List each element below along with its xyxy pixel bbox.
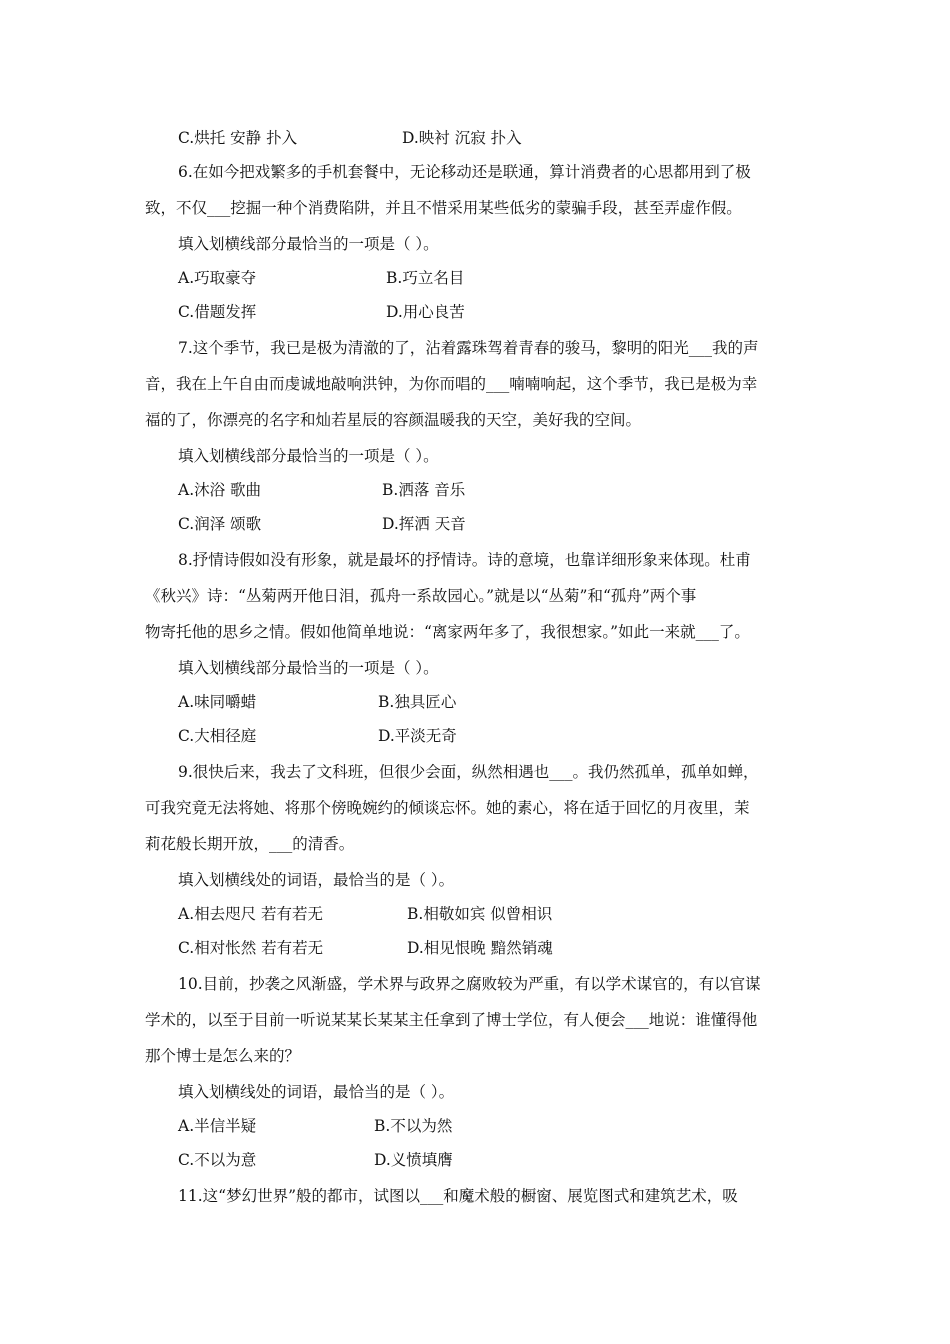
text-line-q6c: 填入划横线部分最恰当的一项是（ ）。 bbox=[178, 235, 439, 253]
text-line-q8D: D.平淡无奇 bbox=[378, 727, 457, 745]
text-line-q8c: 物寄托他的思乡之情。假如他简单地说：“离家两年多了，我很想家。”如此一来就___了。 bbox=[145, 623, 750, 641]
text-line-q6b: 致，不仅___挖掘一种个消费陷阱，并且不惜采用某些低劣的蒙骗手段，甚至弄虚作假。 bbox=[145, 199, 742, 217]
text-line-q9c: 莉花般长期开放，___的清香。 bbox=[145, 835, 355, 853]
text-line-q6C: C.借题发挥 bbox=[178, 303, 257, 321]
text-line-q10b: 学术的，以至于目前一听说某某长某某主任拿到了博士学位，有人便会___地说：谁懂得他 bbox=[145, 1011, 758, 1029]
text-line-q10d: 填入划横线处的词语，最恰当的是（ ）。 bbox=[178, 1083, 455, 1101]
text-line-q7b: 音，我在上午自由而虔诚地敲响洪钟，为你而唱的___喃喃响起，这个季节，我已是极为幸 bbox=[145, 375, 758, 393]
text-line-q6A: A.巧取豪夺 bbox=[178, 269, 257, 287]
text-line-q10A: A.半信半疑 bbox=[178, 1117, 257, 1135]
text-line-l1: C.烘托 安静 扑入 bbox=[178, 129, 298, 147]
text-line-q9B: B.相敬如宾 似曾相识 bbox=[407, 905, 553, 923]
text-line-q8A: A.味同嚼蜡 bbox=[178, 693, 257, 711]
text-line-q10a: 10.目前，抄袭之风渐盛，学术界与政界之腐败较为严重，有以学术谋官的，有以官谋 bbox=[178, 975, 761, 993]
text-line-q7d: 填入划横线部分最恰当的一项是（ ）。 bbox=[178, 447, 439, 465]
text-line-q9b: 可我究竟无法将她、将那个傍晚婉约的倾谈忘怀。她的素心，将在适于回忆的月夜里，茉 bbox=[145, 799, 750, 817]
text-line-l1b: D.映衬 沉寂 扑入 bbox=[402, 129, 522, 147]
text-line-q7D: D.挥洒 天音 bbox=[382, 515, 466, 533]
text-line-q7a: 7.这个季节，我已是极为清澈的了，沾着露珠驾着青春的骏马，黎明的阳光___我的声 bbox=[178, 339, 759, 357]
text-line-q7A: A.沐浴 歌曲 bbox=[178, 481, 262, 499]
text-line-q10c: 那个博士是怎么来的？ bbox=[145, 1047, 301, 1065]
text-line-q7c: 福的了，你漂亮的名字和灿若星辰的容颜温暖我的天空，美好我的空间。 bbox=[145, 411, 642, 429]
text-line-q10C: C.不以为意 bbox=[178, 1151, 257, 1169]
text-line-q6D: D.用心良苦 bbox=[386, 303, 465, 321]
text-line-q9C: C.相对怅然 若有若无 bbox=[178, 939, 324, 957]
text-line-q11a: 11.这“梦幻世界”般的都市，试图以___和魔术般的橱窗、展览图式和建筑艺术，吸 bbox=[178, 1187, 738, 1205]
text-line-q8a: 8.抒情诗假如没有形象，就是最坏的抒情诗。诗的意境，也靠详细形象来体现。杜甫 bbox=[178, 551, 751, 569]
text-line-q8B: B.独具匠心 bbox=[378, 693, 457, 711]
text-line-q6a: 6.在如今把戏繁多的手机套餐中，无论移动还是联通，算计消费者的心思都用到了极 bbox=[178, 163, 751, 181]
text-line-q8C: C.大相径庭 bbox=[178, 727, 257, 745]
text-line-q10D: D.义愤填膺 bbox=[374, 1151, 453, 1169]
text-line-q6B: B.巧立名目 bbox=[386, 269, 465, 287]
text-line-q8b: 《秋兴》诗：“丛菊两开他日泪，孤舟一系故园心。”就是以“丛菊”和“孤舟”两个事 bbox=[145, 587, 697, 605]
text-line-q9a: 9.很快后来，我去了文科班，但很少会面，纵然相遇也___。我仍然孤单，孤单如蝉， bbox=[178, 763, 759, 781]
text-line-q7B: B.洒落 音乐 bbox=[382, 481, 466, 499]
text-line-q8d: 填入划横线部分最恰当的一项是（ ）。 bbox=[178, 659, 439, 677]
text-line-q9D: D.相见恨晚 黯然销魂 bbox=[407, 939, 553, 957]
text-line-q9A: A.相去咫尺 若有若无 bbox=[178, 905, 324, 923]
text-line-q10B: B.不以为然 bbox=[374, 1117, 453, 1135]
text-line-q9d: 填入划横线处的词语，最恰当的是（ ）。 bbox=[178, 871, 455, 889]
text-line-q7C: C.润泽 颂歌 bbox=[178, 515, 262, 533]
